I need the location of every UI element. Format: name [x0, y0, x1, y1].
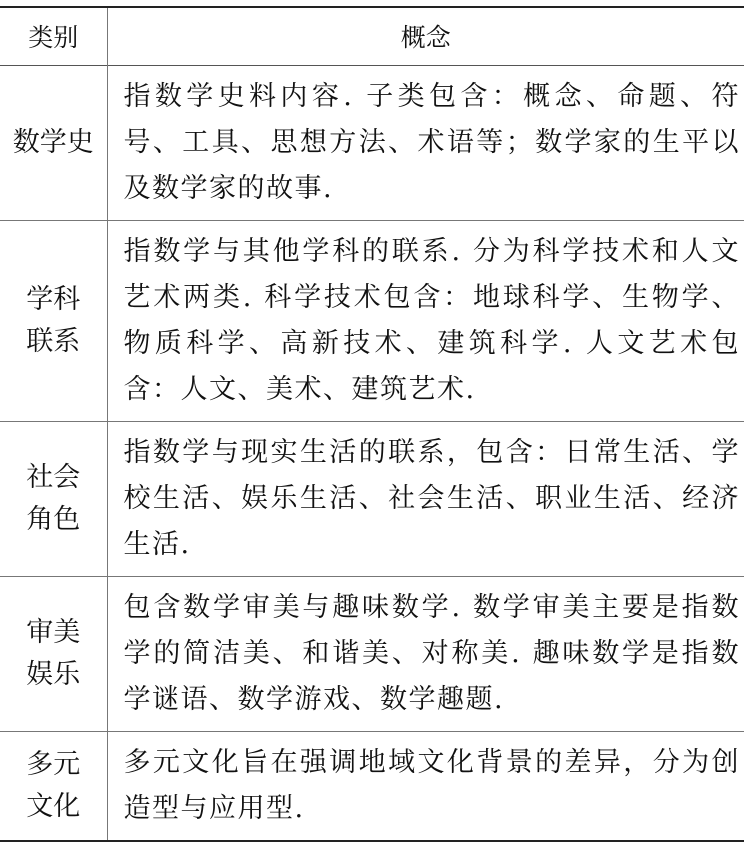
concept-cell: 指数学史料内容. 子类包含：概念、命题、符号、工具、思想方法、术语等；数学家的生平以及数学家的故事. [123, 80, 740, 204]
concept-table [0, 6, 744, 842]
concept-cell: 多元文化旨在强调地域文化背景的差异，分为创造型与应用型. [123, 746, 740, 824]
concept-cell: 指数学与其他学科的联系. 分为科学技术和人文艺术两类. 科学技术包含：地球科学、生物学、物质科学、高新技术、建筑科学. 人文艺术包含：人文、美术、建筑艺术. [123, 235, 740, 405]
category-label: 角色 [26, 503, 81, 535]
category-cell [0, 220, 107, 421]
concept-cell: 包含数学审美与趣味数学. 数学审美主要是指数学的简洁美、和谐美、对称美. 趣味数学是指数学谜语、数学游戏、数学趣题. [123, 591, 740, 715]
table-row [0, 65, 744, 220]
category-label: 文化 [26, 790, 81, 822]
category-cell [0, 421, 107, 576]
header-category: 类别 [0, 7, 107, 65]
category-label: 数学史 [12, 126, 94, 158]
category-label: 审美 [26, 616, 81, 648]
category-cell [0, 65, 107, 220]
category-label: 学科 [26, 283, 81, 315]
table-row [0, 220, 744, 421]
category-cell [0, 731, 107, 841]
category-label: 多元 [26, 748, 81, 780]
table-row [0, 421, 744, 576]
table-row [0, 576, 744, 731]
category-cell [0, 576, 107, 731]
concept-cell: 指数学与现实生活的联系，包含：日常生活、学校生活、娱乐生活、社会生活、职业生活、经济生活. [123, 436, 740, 560]
header-concept: 概念 [400, 23, 451, 53]
category-label: 社会 [26, 461, 81, 493]
table-row [0, 731, 744, 841]
category-label: 娱乐 [26, 658, 81, 690]
table-header-row [0, 7, 744, 65]
category-label: 联系 [26, 325, 81, 357]
